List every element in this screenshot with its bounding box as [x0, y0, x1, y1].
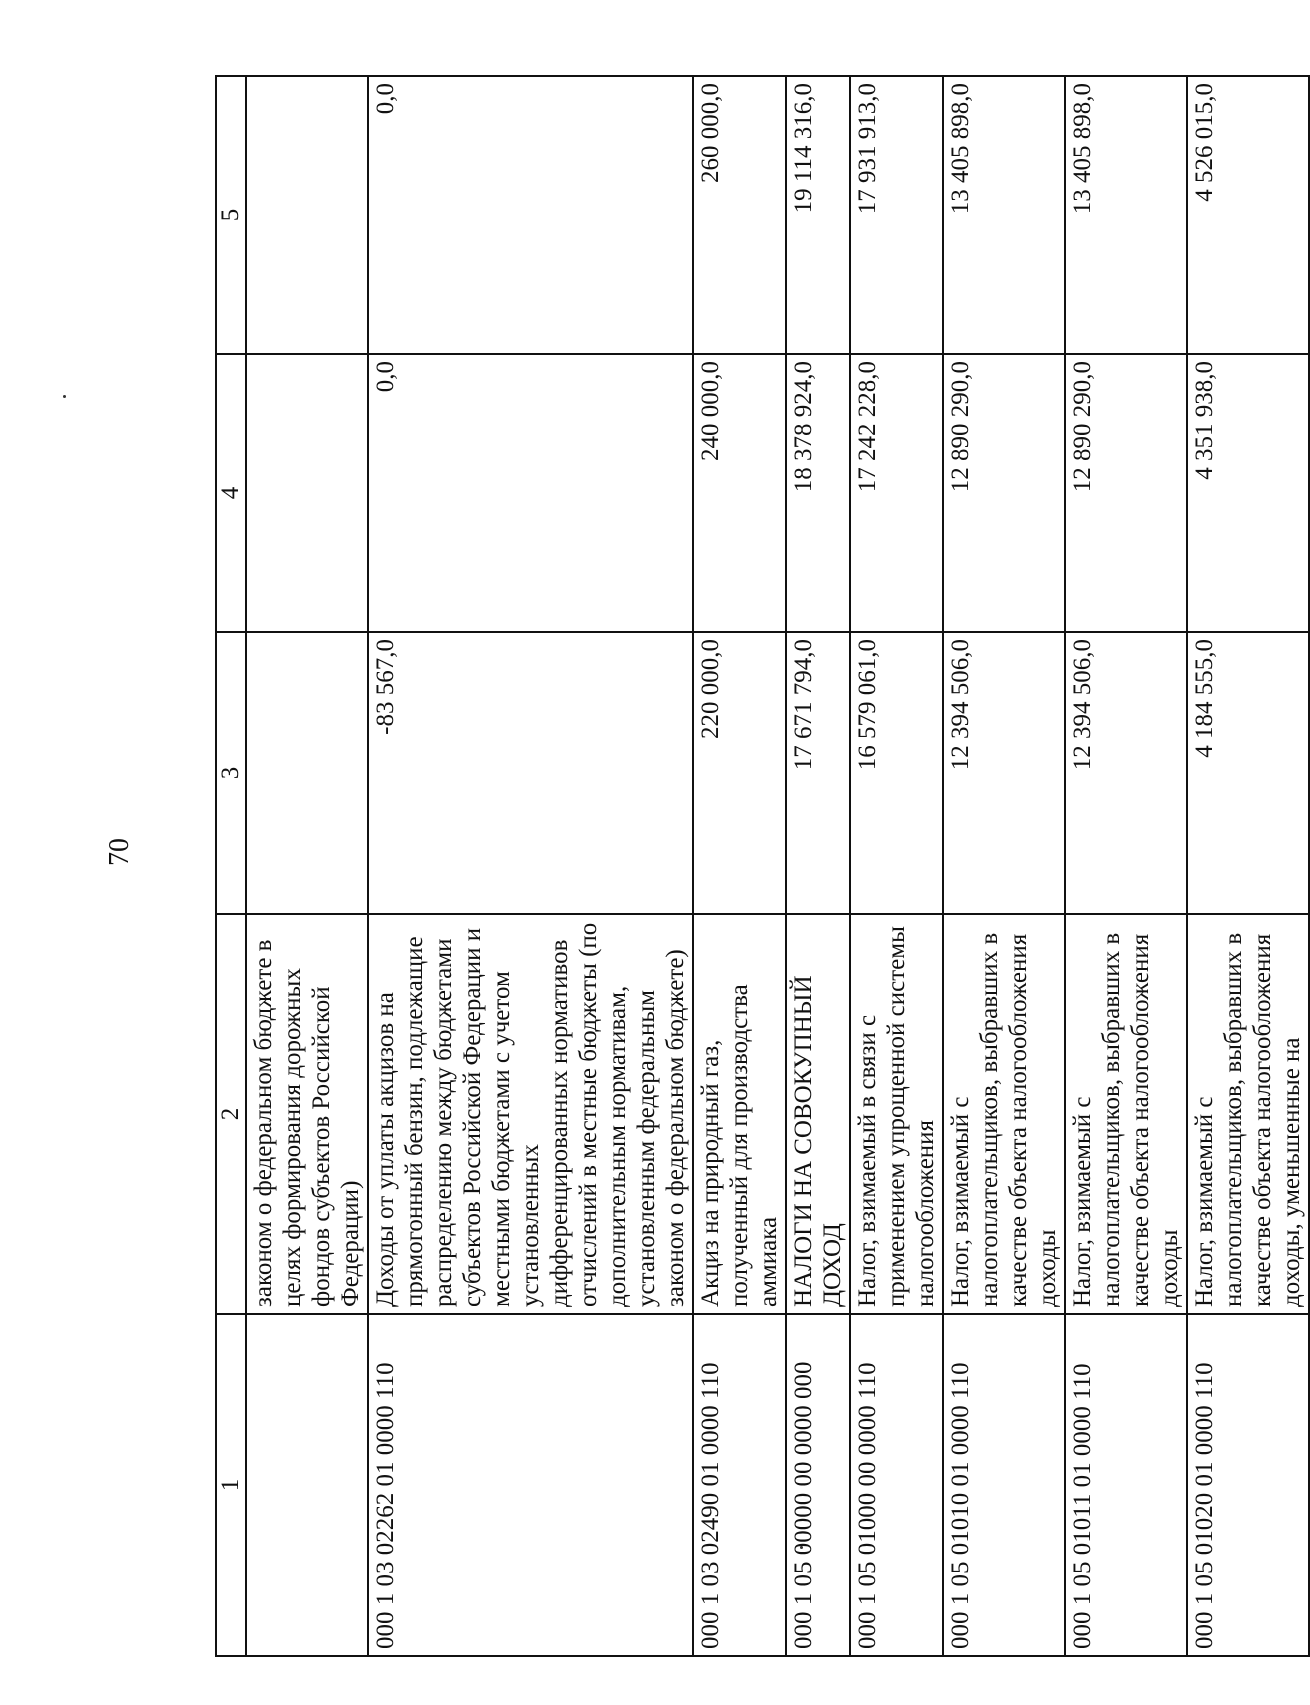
revenue-table: [215, 75, 1310, 1657]
amount-col5-cell: 19 114 316,0: [786, 76, 850, 354]
amount-col5-cell: [246, 76, 368, 354]
budget-code-cell: 000 1 05 00000 00 0000 000: [786, 1314, 850, 1656]
amount-col3-cell: [246, 632, 368, 914]
amount-col5-cell: 13 405 898,0: [1065, 76, 1187, 354]
revenue-name-cell: НАЛОГИ НА СОВОКУПНЫЙ ДОХОД: [786, 914, 850, 1314]
budget-code-cell: [246, 1314, 368, 1656]
budget-code-cell: 000 1 05 01011 01 0000 110: [1065, 1314, 1187, 1656]
revenue-name-cell: Налог, взимаемый в связи с применением упрощенной системы налогообложения: [850, 914, 943, 1314]
budget-code-cell: 000 1 05 01000 00 0000 110: [850, 1314, 943, 1656]
revenue-name-cell: Доходы от уплаты акцизов на прямогонный бензин, подлежащие распределению между бюджетами субъектов Российской Федерации и местными бюджетами с учетом установленных дифференцированных нормативов отчислений в местные бюджеты (по дополнительным нормативам, установленным федеральным законом о федеральном бюджете): [368, 914, 693, 1314]
table-row: [943, 76, 1065, 1656]
amount-col4-cell: 0,0: [368, 354, 693, 632]
table-row: [693, 76, 786, 1656]
amount-col3-cell: 220 000,0: [693, 632, 786, 914]
column-header: 4: [216, 354, 246, 632]
amount-col3-cell: 17 671 794,0: [786, 632, 850, 914]
amount-col5-cell: 260 000,0: [693, 76, 786, 354]
table-row: [786, 76, 850, 1656]
revenue-name-cell: Налог, взимаемый с налогоплательщиков, выбравших в качестве объекта налогообложения доходы, уменьшенные на: [1187, 914, 1309, 1314]
budget-code-cell: 000 1 05 01020 01 0000 110: [1187, 1314, 1309, 1656]
budget-code-cell: 000 1 03 02490 01 0000 110: [693, 1314, 786, 1656]
revenue-name-cell: законом о федеральном бюджете в целях формирования дорожных фондов субъектов Российской Федерации): [246, 914, 368, 1314]
page-number: 70: [104, 838, 135, 866]
amount-col3-cell: -83 567,0: [368, 632, 693, 914]
table-row: [850, 76, 943, 1656]
amount-col3-cell: 4 184 555,0: [1187, 632, 1309, 914]
column-header: 5: [216, 76, 246, 354]
column-header: 2: [216, 914, 246, 1314]
amount-col4-cell: 12 890 290,0: [943, 354, 1065, 632]
amount-col4-cell: [246, 354, 368, 632]
table-row: [368, 76, 693, 1656]
revenue-name-cell: Акциз на природный газ, полученный для производства аммиака: [693, 914, 786, 1314]
amount-col3-cell: 16 579 061,0: [850, 632, 943, 914]
amount-col5-cell: 4 526 015,0: [1187, 76, 1309, 354]
table-row: [246, 76, 368, 1656]
budget-code-cell: 000 1 05 01010 01 0000 110: [943, 1314, 1065, 1656]
amount-col4-cell: 240 000,0: [693, 354, 786, 632]
amount-col4-cell: 18 378 924,0: [786, 354, 850, 632]
column-header: 3: [216, 632, 246, 914]
amount-col3-cell: 12 394 506,0: [943, 632, 1065, 914]
amount-col5-cell: 0,0: [368, 76, 693, 354]
table-row: [1065, 76, 1187, 1656]
amount-col3-cell: 12 394 506,0: [1065, 632, 1187, 914]
table-row: [1187, 76, 1309, 1656]
amount-col4-cell: 17 242 228,0: [850, 354, 943, 632]
amount-col5-cell: 13 405 898,0: [943, 76, 1065, 354]
revenue-name-cell: Налог, взимаемый с налогоплательщиков, выбравших в качестве объекта налогообложения доходы: [1065, 914, 1187, 1314]
revenue-name-cell: Налог, взимаемый с налогоплательщиков, выбравших в качестве объекта налогообложения доходы: [943, 914, 1065, 1314]
amount-col5-cell: 17 931 913,0: [850, 76, 943, 354]
amount-col4-cell: 12 890 290,0: [1065, 354, 1187, 632]
amount-col4-cell: 4 351 938,0: [1187, 354, 1309, 632]
scan-speck: [63, 395, 66, 398]
table-header-row: [216, 76, 246, 1656]
revenue-table-container: [215, 77, 1305, 1657]
column-header: 1: [216, 1314, 246, 1656]
budget-code-cell: 000 1 03 02262 01 0000 110: [368, 1314, 693, 1656]
